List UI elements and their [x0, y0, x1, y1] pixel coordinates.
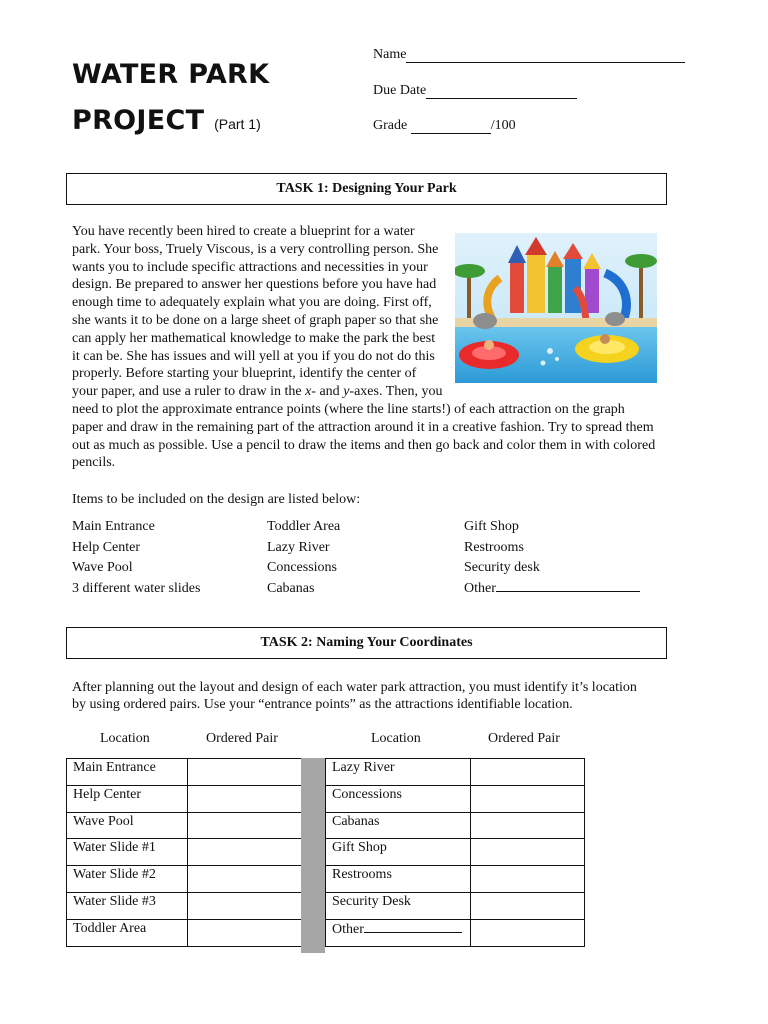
task1-title-box [66, 173, 667, 205]
location-cell: Water Slide #1 [67, 839, 188, 866]
ordered-pair-cell[interactable] [188, 812, 303, 839]
ordered-pair-cell[interactable] [188, 919, 303, 946]
task2-title: TASK 2: Naming Your Coordinates [260, 635, 473, 650]
items-column-2 [267, 517, 340, 600]
ordered-pair-cell[interactable] [471, 919, 585, 946]
location-cell: Water Slide #3 [67, 892, 188, 919]
list-item: Lazy River [267, 539, 330, 555]
y-axis-label: y [343, 384, 350, 400]
due-date-blank[interactable] [426, 83, 577, 99]
list-item: Wave Pool [72, 560, 133, 576]
axis-and: - and [311, 384, 344, 400]
table-row [326, 919, 585, 946]
ordered-pair-cell[interactable] [471, 866, 585, 893]
title-line-2 [72, 98, 269, 147]
location-cell: Lazy River [326, 759, 471, 786]
location-cell: Security Desk [326, 892, 471, 919]
items-heading: Items to be included on the design are listed below: [72, 492, 361, 507]
list-item: Cabanas [267, 581, 315, 597]
grade-blank[interactable] [411, 118, 491, 134]
left-ordered-pair-heading: Ordered Pair [206, 731, 278, 746]
task1-paragraph-a: You have recently been hired to create a blueprint for a water park. Your boss, Truely Viscous, is a very controlling person. She wants you to include specific attractions and necessities in your design. Be prepared to answer her questions before you have had enough time to adequately explain what you are doing. First off, she wants it to be done on a large sheet of graph paper so that she can apply her mathematical knowledge to make the park the best it can be. She has issues and will yell at you if you do not do this properly. Before starting your blueprint, identify the center of your paper, and use a ruler to draw in the [72, 224, 439, 400]
list-item: Restrooms [464, 539, 524, 555]
left-location-heading: Location [100, 731, 150, 746]
ordered-pair-cell[interactable] [188, 759, 303, 786]
table-row [326, 785, 585, 812]
items-column-3 [464, 517, 640, 600]
right-location-heading: Location [371, 731, 421, 746]
grade-field[interactable] [373, 118, 516, 134]
table-row [326, 812, 585, 839]
task1-title: TASK 1: Designing Your Park [276, 181, 457, 196]
items-column-1 [72, 517, 200, 600]
other-label: Other [464, 581, 496, 597]
ordered-pair-cell[interactable] [471, 812, 585, 839]
left-coordinates-table [66, 758, 303, 947]
task2-title-box [66, 627, 667, 659]
due-date-label: Due Date [373, 83, 427, 98]
location-cell: Gift Shop [326, 839, 471, 866]
table-row [67, 759, 303, 786]
location-cell: Restrooms [326, 866, 471, 893]
other-row-label: Other [332, 921, 364, 937]
title-project: PROJECT [72, 105, 205, 136]
location-cell: Toddler Area [67, 919, 188, 946]
task2-instructions: After planning out the layout and design of each water park attraction, you must identify it’s location by using ordered pairs. Use your “entrance points” as the attractions identifiable location. [72, 680, 637, 713]
ordered-pair-cell[interactable] [471, 785, 585, 812]
other-blank[interactable] [496, 580, 640, 592]
ordered-pair-cell[interactable] [471, 892, 585, 919]
list-item: Main Entrance [72, 519, 155, 534]
due-date-field[interactable] [373, 83, 577, 99]
ordered-pair-cell[interactable] [188, 892, 303, 919]
table-row [67, 892, 303, 919]
location-cell: Main Entrance [67, 759, 188, 786]
ordered-pair-cell[interactable] [471, 759, 585, 786]
location-cell: Cabanas [326, 812, 471, 839]
other-row-blank[interactable] [364, 921, 462, 933]
list-item: Gift Shop [464, 519, 519, 534]
name-label: Name [373, 47, 407, 62]
table-row [326, 839, 585, 866]
grade-label: Grade [373, 118, 408, 133]
task1-instructions [72, 223, 657, 472]
location-cell: Help Center [67, 785, 188, 812]
list-item: Toddler Area [267, 519, 341, 534]
list-item: 3 different water slides [72, 581, 201, 597]
table-row [67, 839, 303, 866]
worksheet-title [72, 52, 269, 147]
list-item [464, 579, 640, 600]
location-cell [326, 919, 471, 946]
table-row [326, 866, 585, 893]
title-part: (Part 1) [214, 116, 261, 132]
title-line-1: WATER PARK [72, 59, 270, 90]
table-row [326, 892, 585, 919]
ordered-pair-cell[interactable] [188, 866, 303, 893]
location-cell: Water Slide #2 [67, 866, 188, 893]
right-coordinates-table [325, 758, 585, 947]
table-row [67, 785, 303, 812]
table-row [67, 812, 303, 839]
name-field[interactable] [373, 47, 685, 63]
table-separator [301, 758, 325, 953]
name-blank[interactable] [406, 47, 685, 63]
table-row [67, 919, 303, 946]
table-row [67, 866, 303, 893]
ordered-pair-cell[interactable] [188, 785, 303, 812]
x-axis-label: x [305, 384, 312, 400]
list-item: Security desk [464, 560, 540, 576]
right-ordered-pair-heading: Ordered Pair [488, 731, 560, 746]
list-item: Concessions [267, 560, 337, 576]
location-cell: Wave Pool [67, 812, 188, 839]
ordered-pair-cell[interactable] [471, 839, 585, 866]
ordered-pair-cell[interactable] [188, 839, 303, 866]
list-item: Help Center [72, 539, 141, 555]
table-row [326, 759, 585, 786]
water-park-illustration [455, 233, 657, 383]
task1-paragraph-b: -axes. Then, you need to plot the approximate entrance points (where the line starts!) of each attraction on the graph paper and draw in the remaining part of the attraction around it in a creative fashion. Try to spread them out as much as possible. Use a pencil to draw the items and then go back and color them in with colored pencils. [72, 384, 656, 471]
location-cell: Concessions [326, 785, 471, 812]
grade-suffix: /100 [490, 118, 516, 133]
